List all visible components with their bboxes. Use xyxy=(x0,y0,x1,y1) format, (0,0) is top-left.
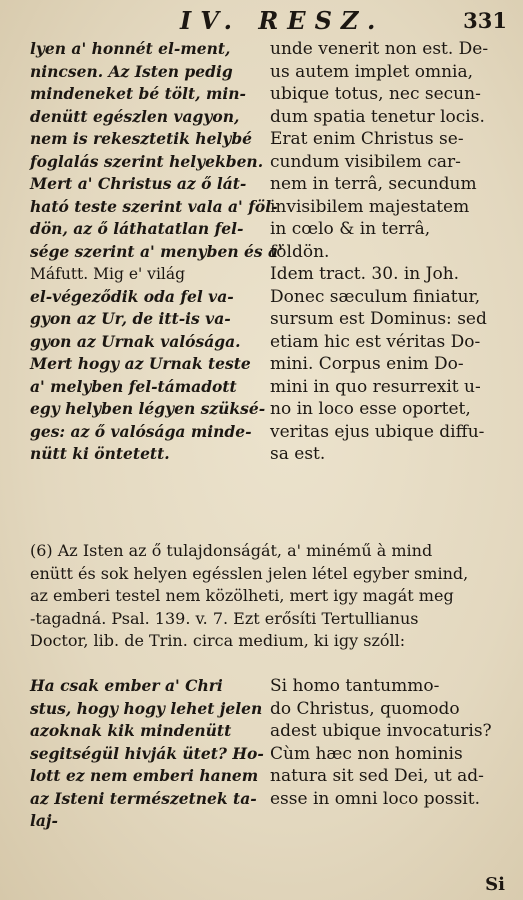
latin-column-2 xyxy=(270,675,515,833)
text-line: mini in quo resurrexit u- xyxy=(270,376,481,397)
text-line: enütt és sok helyen egésslen jelen létel egyber smind, xyxy=(30,563,469,583)
text-line: ható teste szerint vala a' föl- xyxy=(30,196,278,216)
text-line: nem is rekesztetik helybé xyxy=(30,129,253,148)
text-line: el-végeződik oda fel va- xyxy=(30,286,234,306)
running-head: IV. RESZ. xyxy=(180,6,385,35)
text-line: dön, az ő láthatatlan fel- xyxy=(30,219,244,238)
text-line: Si homo tantummo- xyxy=(270,676,440,696)
text-line: veritas ejus ubique diffu- xyxy=(270,421,485,442)
text-line: dum spatia tenetur locis. xyxy=(270,106,485,127)
text-line: az Isteni természetnek ta- xyxy=(30,788,257,808)
text-line: adest ubique invocaturis? xyxy=(270,721,492,741)
text-line: segitségül hivják ütet? Ho- xyxy=(30,743,264,763)
text-line: ges: az ő valósága minde- xyxy=(30,421,252,441)
text-line: Ha csak ember a' Chri xyxy=(30,676,223,695)
text-line: esse in omni loco possit. xyxy=(270,788,480,809)
text-line: Idem tract. 30. in Joh. xyxy=(270,264,460,284)
text-line: (6) Az Isten az ő tulajdonságát, a' minémű à mind xyxy=(30,541,433,560)
text-line: unde venerit non est. De- xyxy=(270,39,489,59)
text-line: Donec sæculum finiatur, xyxy=(270,286,481,307)
text-line: a' melyben fel-támadott xyxy=(30,376,237,396)
text-line: us autem implet omnia, xyxy=(270,61,474,82)
text-line: nütt ki öntetett. xyxy=(30,444,170,463)
paragraph-6 xyxy=(30,540,510,653)
text-line: gyon az Ur, de itt-is va- xyxy=(30,309,231,328)
hungarian-column-1 xyxy=(30,38,283,466)
text-line: az emberi testel nem közölheti, mert igy magát meg xyxy=(30,586,454,605)
text-line: mindeneket bé tölt, min- xyxy=(30,84,246,103)
text-line: Cùm hæc non hominis xyxy=(270,743,463,764)
text-line: denütt egészlen vagyon, xyxy=(30,106,240,126)
text-line: foglalás szerint helyekben. xyxy=(30,151,264,171)
text-line xyxy=(270,810,515,833)
text-line: laj- xyxy=(30,811,58,830)
text-line: lyen a' honnét el-ment, xyxy=(30,39,231,58)
text-line: nincsen. Az Isten pedig xyxy=(30,61,233,81)
text-line: ubique totus, nec secun- xyxy=(270,84,481,104)
text-line: Mert a' Christus az ő lát- xyxy=(30,174,247,193)
text-line: nem in terrâ, secundum xyxy=(270,174,477,194)
hungarian-column-2 xyxy=(30,675,262,833)
text-line: Mert hogy az Urnak teste xyxy=(30,354,251,373)
text-line: stus, hogy hogy lehet jelen xyxy=(30,698,263,718)
text-line: in cœlo & in terrâ, xyxy=(270,219,431,239)
text-line: -tagadná. Psal. 139. v. 7. Ezt erősíti Tertullianus xyxy=(30,608,419,628)
catchword: Si xyxy=(485,874,505,895)
page-header xyxy=(0,4,523,38)
text-line: lott ez nem emberi hanem xyxy=(30,766,259,785)
text-line: egy helyben légyen szüksé- xyxy=(30,399,266,418)
text-line: invisibilem majestatem xyxy=(270,196,470,217)
text-line: sége szerint a' menyben és a' xyxy=(30,241,283,261)
page-number: 331 xyxy=(463,8,507,33)
latin-column-1 xyxy=(270,38,515,466)
text-line: gyon az Urnak valósága. xyxy=(30,331,241,351)
text-line: do Christus, quomodo xyxy=(270,698,460,719)
text-line: mini. Corpus enim Do- xyxy=(270,354,464,374)
text-line: Máfutt. Mig e' világ xyxy=(30,265,186,283)
text-line: Erat enim Christus se- xyxy=(270,129,464,149)
text-line: sursum est Dominus: sed xyxy=(270,309,487,329)
text-line: azoknak kik mindenütt xyxy=(30,721,232,740)
text-line: cundum visibilem car- xyxy=(270,151,461,172)
text-line: sa est. xyxy=(270,444,326,464)
text-line: Doctor, lib. de Trin. circa medium, ki igy szóll: xyxy=(30,631,406,650)
text-line: no in loco esse oportet, xyxy=(270,399,471,419)
text-line: földön. xyxy=(270,241,330,262)
text-line: etiam hic est véritas Do- xyxy=(270,331,481,352)
text-line: natura sit sed Dei, ut ad- xyxy=(270,766,484,786)
